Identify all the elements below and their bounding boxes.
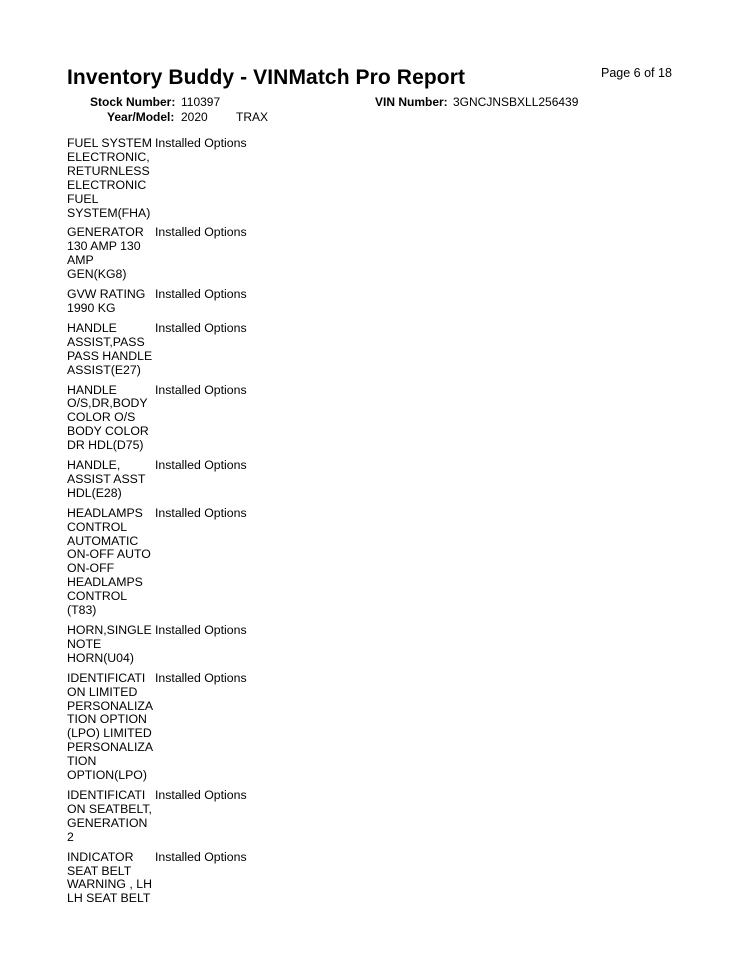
option-description bbox=[67, 459, 155, 501]
option-description-line: ASSIST ASST bbox=[67, 471, 146, 486]
option-category: Installed Options bbox=[155, 670, 247, 685]
option-description-line: FUEL bbox=[67, 191, 99, 206]
option-description-line: ASSIST,PASS bbox=[67, 334, 145, 349]
option-category: Installed Options bbox=[155, 382, 247, 397]
option-description-line: PASS HANDLE bbox=[67, 348, 153, 363]
option-description-line: TION OPTION bbox=[67, 712, 147, 727]
option-description bbox=[67, 137, 155, 220]
option-description-line: GVW RATING bbox=[67, 287, 146, 302]
option-description bbox=[67, 384, 155, 454]
stock-number-value: 110397 bbox=[181, 95, 221, 109]
option-description-line: TION bbox=[67, 754, 97, 769]
option-row bbox=[67, 851, 707, 907]
option-description-line: HEADLAMPS bbox=[67, 505, 143, 520]
option-row bbox=[67, 288, 707, 316]
option-description-line: LH SEAT BELT bbox=[67, 891, 151, 906]
option-description-line: 130 AMP 130 bbox=[67, 239, 141, 254]
option-description-line: HORN(U04) bbox=[67, 650, 134, 665]
option-description-line: PERSONALIZA bbox=[67, 698, 154, 713]
option-description-line: ON LIMITED bbox=[67, 684, 138, 699]
option-description-line: ELECTRONIC bbox=[67, 177, 147, 192]
option-description-line: CONTROL bbox=[67, 589, 128, 604]
option-category: Installed Options bbox=[155, 225, 247, 240]
option-row bbox=[67, 789, 707, 845]
option-description-line: HDL(E28) bbox=[67, 485, 122, 500]
option-description-line: AMP bbox=[67, 253, 94, 268]
model-value: TRAX bbox=[236, 110, 269, 124]
option-description-line: SEAT BELT bbox=[67, 863, 132, 878]
year-value: 2020 bbox=[181, 110, 208, 124]
option-description-line: BODY COLOR bbox=[67, 424, 149, 439]
option-description bbox=[67, 226, 155, 282]
option-description bbox=[67, 851, 155, 907]
option-description-line: FUEL SYSTEM bbox=[67, 136, 152, 150]
option-row bbox=[67, 507, 707, 618]
option-row bbox=[67, 384, 707, 454]
option-description-line: GENERATOR bbox=[67, 225, 144, 240]
option-description-line: CONTROL bbox=[67, 519, 128, 534]
option-description bbox=[67, 624, 155, 666]
option-description-line: AUTOMATIC bbox=[67, 533, 139, 548]
option-description-line: ASSIST(E27) bbox=[67, 362, 141, 377]
option-category: Installed Options bbox=[155, 287, 247, 302]
option-row bbox=[67, 624, 707, 666]
option-description-line: RETURNLESS bbox=[67, 163, 150, 178]
option-description-line: NOTE bbox=[67, 636, 102, 651]
option-description-line: COLOR O/S bbox=[67, 410, 136, 425]
option-description-line: WARNING , LH bbox=[67, 877, 152, 892]
option-description-line: ON-OFF bbox=[67, 561, 115, 576]
option-category: Installed Options bbox=[155, 787, 247, 802]
vin-label: VIN Number: bbox=[375, 95, 448, 109]
option-category: Installed Options bbox=[155, 136, 247, 150]
option-category: Installed Options bbox=[155, 505, 247, 520]
option-row bbox=[67, 672, 707, 783]
vin-value: 3GNCJNSBXLL256439 bbox=[453, 95, 579, 109]
option-description-line: O/S,DR,BODY bbox=[67, 396, 148, 411]
option-description bbox=[67, 507, 155, 618]
option-row bbox=[67, 459, 707, 501]
option-description-line: IDENTIFICATI bbox=[67, 670, 146, 685]
option-row bbox=[67, 137, 707, 220]
option-description bbox=[67, 322, 155, 378]
option-description-line: GEN(KG8) bbox=[67, 267, 127, 282]
option-category: Installed Options bbox=[155, 458, 247, 473]
option-category: Installed Options bbox=[155, 320, 247, 335]
option-description-line: HANDLE bbox=[67, 382, 117, 397]
option-description-line: GENERATION bbox=[67, 815, 148, 830]
page-indicator: Page 6 of 18 bbox=[601, 66, 672, 80]
option-description-line: ON-OFF AUTO bbox=[67, 547, 151, 562]
option-row bbox=[67, 226, 707, 282]
option-description-line: 1990 KG bbox=[67, 300, 116, 315]
option-description bbox=[67, 672, 155, 783]
option-description-line: HANDLE bbox=[67, 320, 117, 335]
option-description-line: 2 bbox=[67, 829, 74, 844]
option-description-line: ELECTRONIC, bbox=[67, 149, 150, 164]
option-category: Installed Options bbox=[155, 623, 247, 637]
option-description-line: ON SEATBELT, bbox=[67, 801, 152, 816]
stock-number-label: Stock Number: bbox=[90, 95, 176, 109]
option-description-line: IDENTIFICATI bbox=[67, 787, 146, 802]
report-title: Inventory Buddy - VINMatch Pro Report bbox=[67, 66, 466, 89]
option-description bbox=[67, 288, 155, 316]
option-row bbox=[67, 322, 707, 378]
year-model-label: Year/Model: bbox=[107, 110, 175, 124]
option-description-line: (LPO) LIMITED bbox=[67, 726, 152, 741]
option-category: Installed Options bbox=[155, 849, 247, 864]
option-description-line: HEADLAMPS bbox=[67, 575, 143, 590]
options-list bbox=[67, 137, 707, 912]
option-description-line: HANDLE, bbox=[67, 458, 121, 473]
option-description-line: (T83) bbox=[67, 603, 97, 618]
option-description-line: OPTION(LPO) bbox=[67, 768, 147, 783]
option-description-line: PERSONALIZA bbox=[67, 740, 154, 755]
option-description-line: SYSTEM(FHA) bbox=[67, 205, 151, 220]
option-description bbox=[67, 789, 155, 845]
option-description-line: DR HDL(D75) bbox=[67, 438, 144, 453]
option-description-line: HORN,SINGLE bbox=[67, 623, 152, 637]
option-description-line: INDICATOR bbox=[67, 849, 134, 864]
